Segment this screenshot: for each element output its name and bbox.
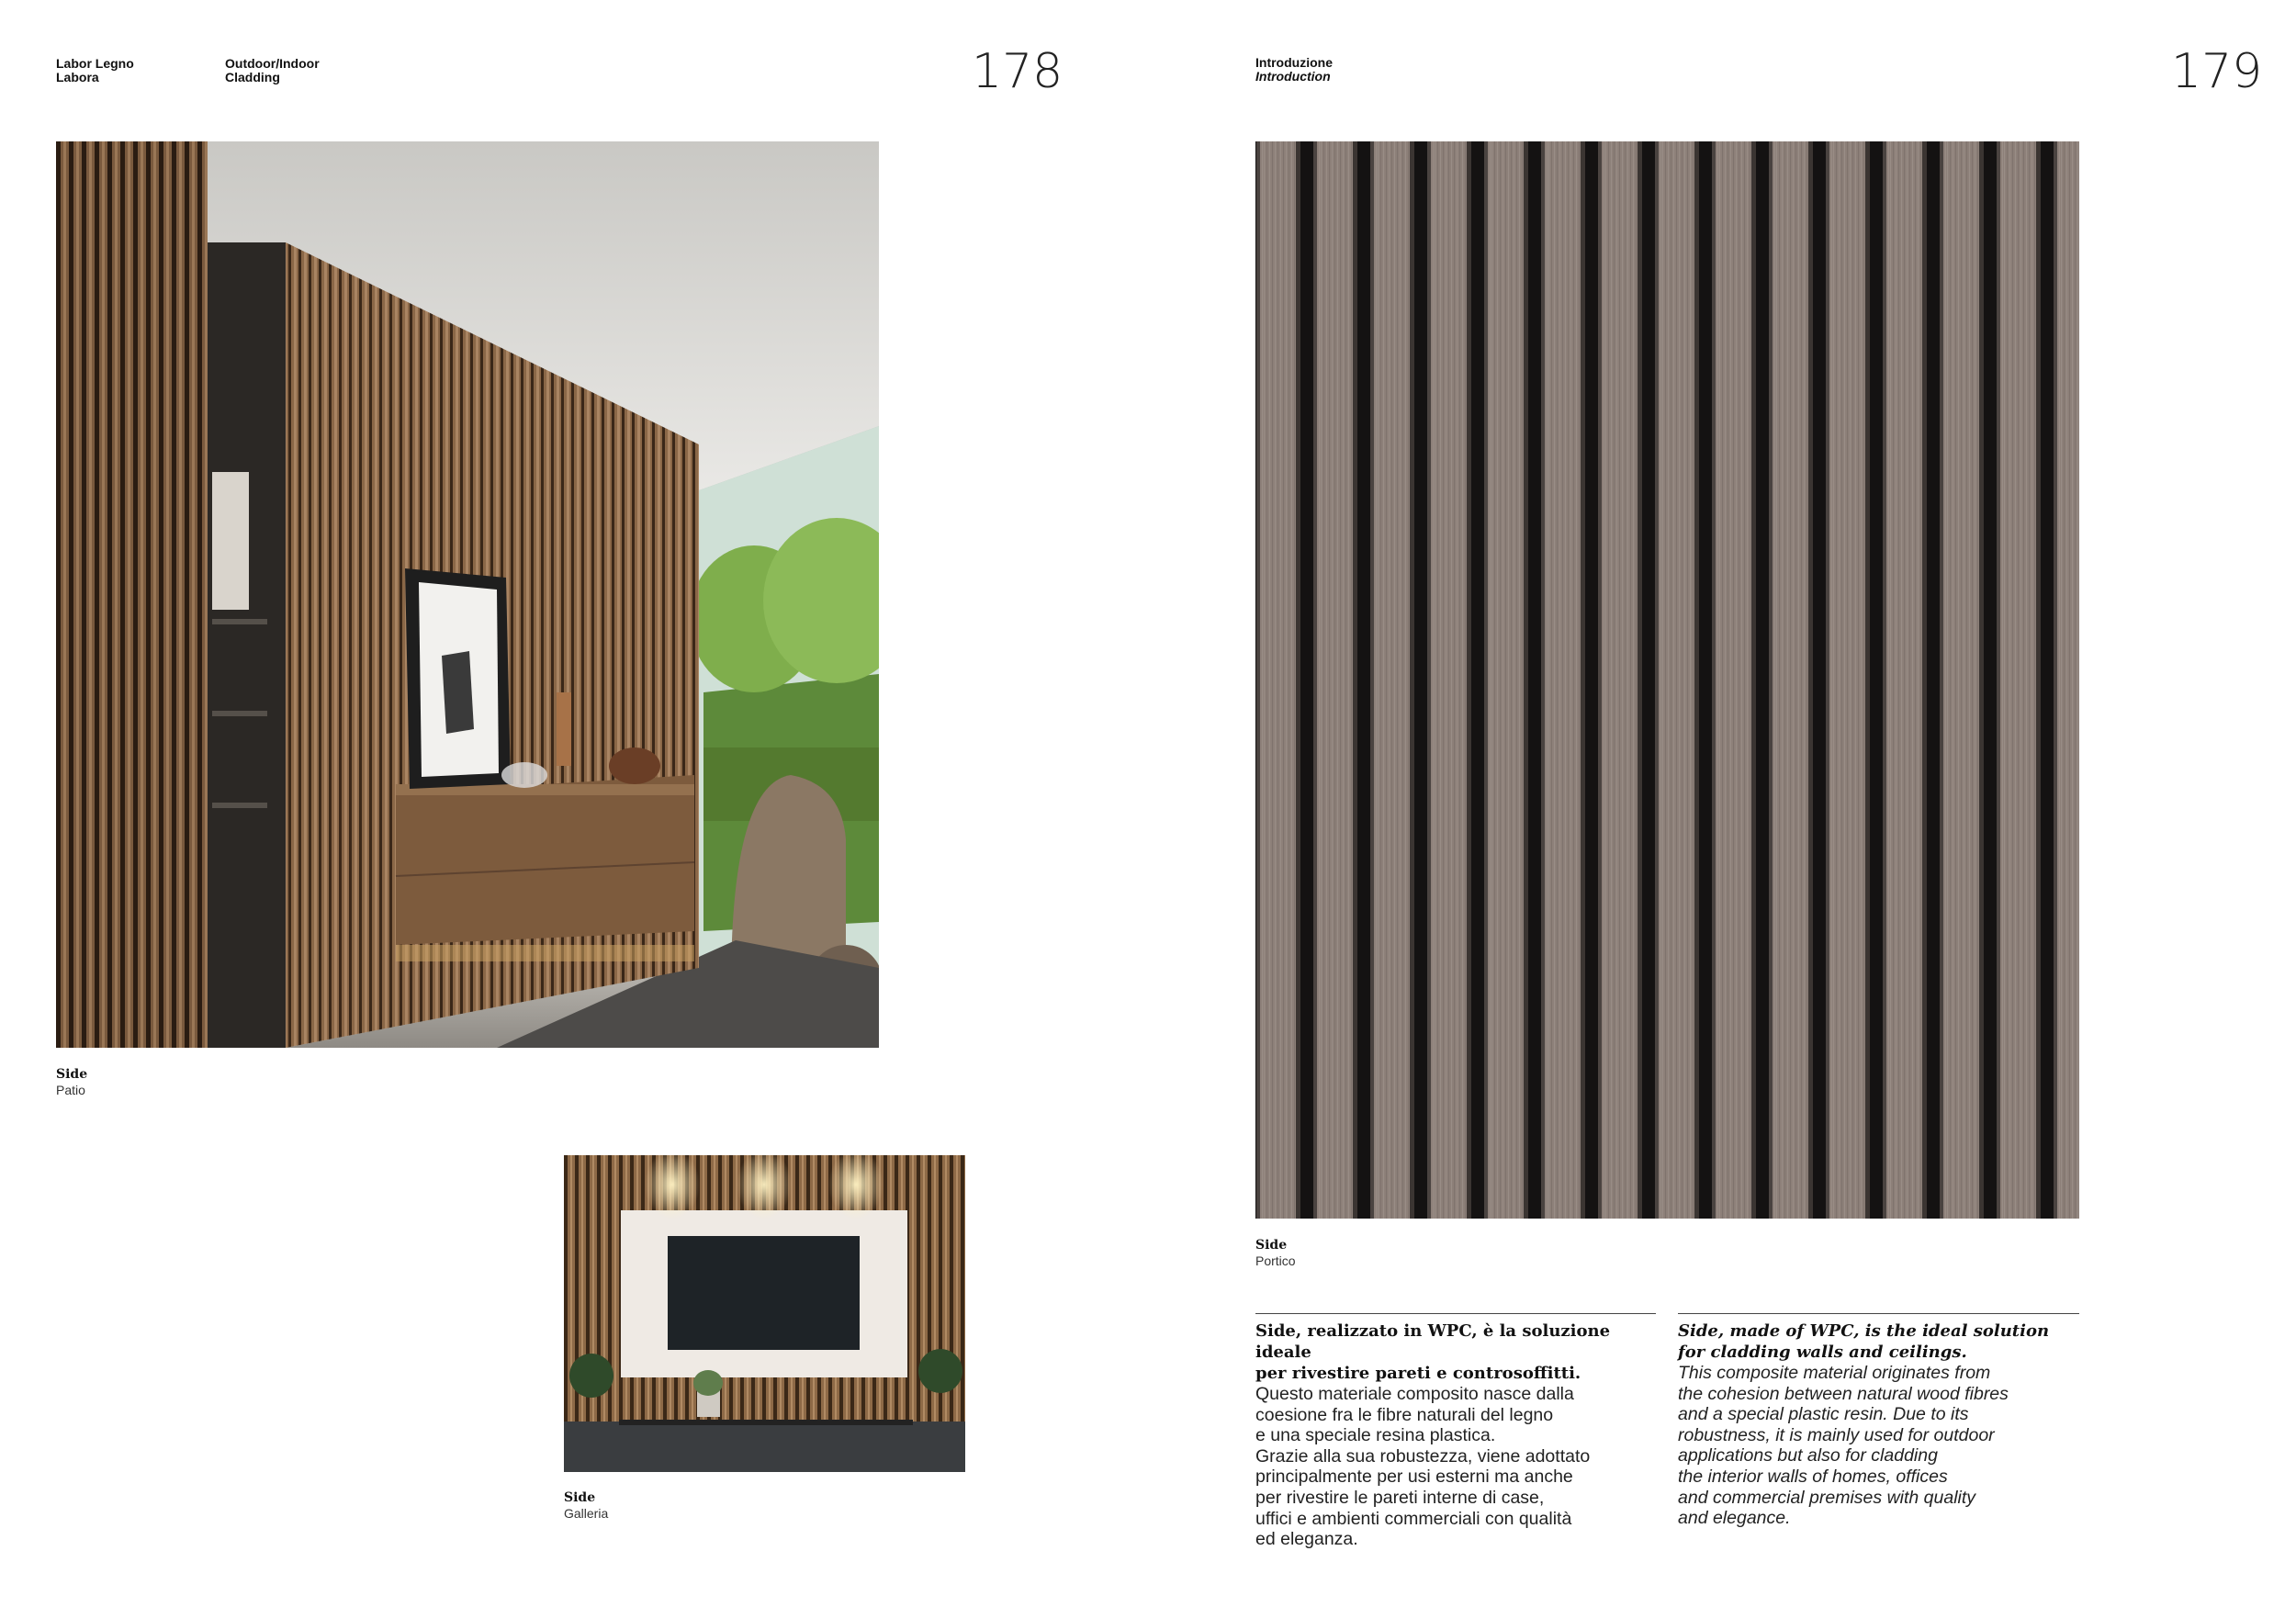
caption-subtitle: Patio [56, 1083, 85, 1097]
caption-subtitle: Portico [1255, 1253, 1296, 1268]
patio-caption [56, 1067, 87, 1098]
right-header [1255, 56, 1333, 84]
section-line-1: Outdoor/Indoor [225, 56, 320, 71]
slat-texture-illustration [1255, 141, 2079, 1219]
english-lead-line-1: Side, made of WPC, is the ideal solution [1678, 1321, 2050, 1341]
english-body-text: This composite material originates from the cohesion between natural wood fibres and a special plastic resin. Due to its robustness, it is mainly used for outdoor applications but also for cladding the interior walls of homes, offices and commercial premises with quality and elegance. [1678, 1363, 2009, 1529]
brand-name: Labor Legno [56, 56, 134, 71]
italian-body-text: Questo materiale composito nasce dalla coesione fra le fibre naturali del legno e una speciale resina plastica. Grazie alla sua robustezza, viene adottato principalmente per usi esterni ma anche per rivestire le pareti interne di case, uffici e ambienti commerciali con qualità ed eleganza. [1255, 1384, 1591, 1550]
italian-text-block [1255, 1320, 1660, 1550]
portico-slat-closeup-photo [1255, 141, 2079, 1219]
portico-caption [1255, 1238, 1296, 1269]
section-line-2: Cladding [225, 70, 280, 84]
italian-lead-line-2: per rivestire pareti e controsoffitti. [1255, 1364, 1581, 1383]
italian-lead-line-1: Side, realizzato in WPC, è la soluzione ideale [1255, 1321, 1611, 1362]
caption-title: Side [564, 1490, 596, 1505]
left-page-number: 178 [972, 44, 1064, 99]
left-header-brand [56, 57, 134, 84]
caption-subtitle: Galleria [564, 1506, 609, 1521]
english-lead-line-2: for cladding walls and ceilings. [1678, 1343, 1967, 1362]
header-english: Introduction [1255, 69, 1331, 84]
english-text-block [1678, 1320, 2082, 1529]
tv-wall-illustration [564, 1155, 965, 1472]
english-column-rule [1678, 1313, 2079, 1314]
italian-column-rule [1255, 1313, 1656, 1314]
galleria-caption [564, 1490, 608, 1522]
right-page-number: 179 [2171, 44, 2263, 99]
caption-title: Side [56, 1067, 88, 1082]
patio-interior-photo [56, 141, 879, 1048]
left-header-section [225, 57, 320, 84]
header-italian: Introduzione [1255, 55, 1333, 70]
caption-title: Side [1255, 1238, 1288, 1253]
patio-interior-illustration [56, 141, 879, 1048]
brand-subname: Labora [56, 70, 99, 84]
galleria-tv-wall-photo [564, 1155, 965, 1472]
